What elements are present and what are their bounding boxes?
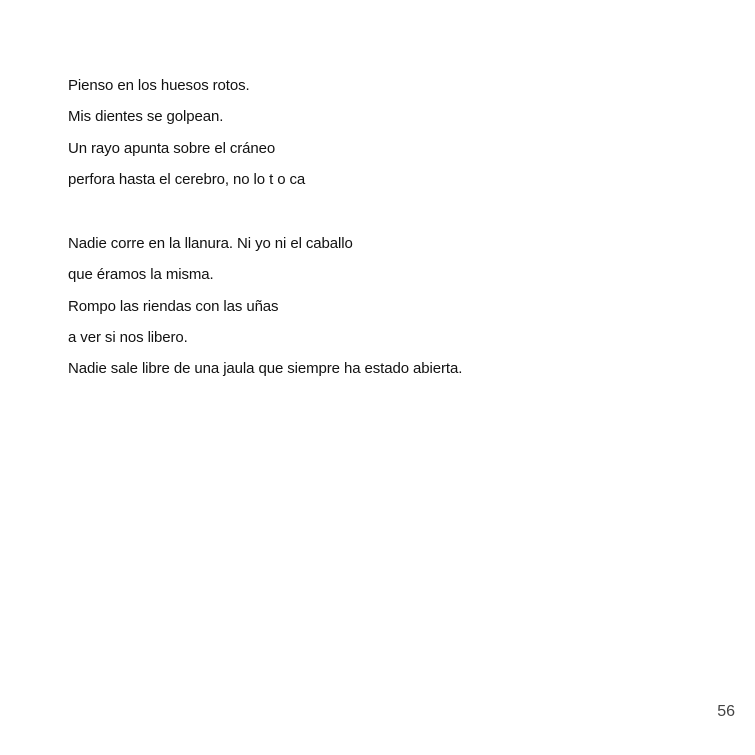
poem-line: a ver si nos libero. bbox=[68, 328, 188, 346]
poem-line: Rompo las riendas con las uñas bbox=[68, 297, 279, 315]
page-number: 56 bbox=[717, 703, 735, 720]
poem-line: Mis dientes se golpean. bbox=[68, 108, 224, 126]
poem-line: Nadie corre en la llanura. Ni yo ni el caballo bbox=[68, 235, 353, 252]
poem-line: perfora hasta el cerebro, no lo t o ca bbox=[68, 170, 306, 188]
poem-line: Pienso en los huesos rotos. bbox=[68, 77, 250, 94]
poem-line: que éramos la misma. bbox=[68, 266, 214, 284]
poem-line: Un rayo apunta sobre el cráneo bbox=[68, 139, 276, 157]
poem-line: Nadie sale libre de una jaula que siempre ha estado abierta. bbox=[68, 360, 463, 378]
poem-stanza-2 bbox=[68, 228, 462, 384]
poem-stanza-1 bbox=[68, 70, 305, 195]
